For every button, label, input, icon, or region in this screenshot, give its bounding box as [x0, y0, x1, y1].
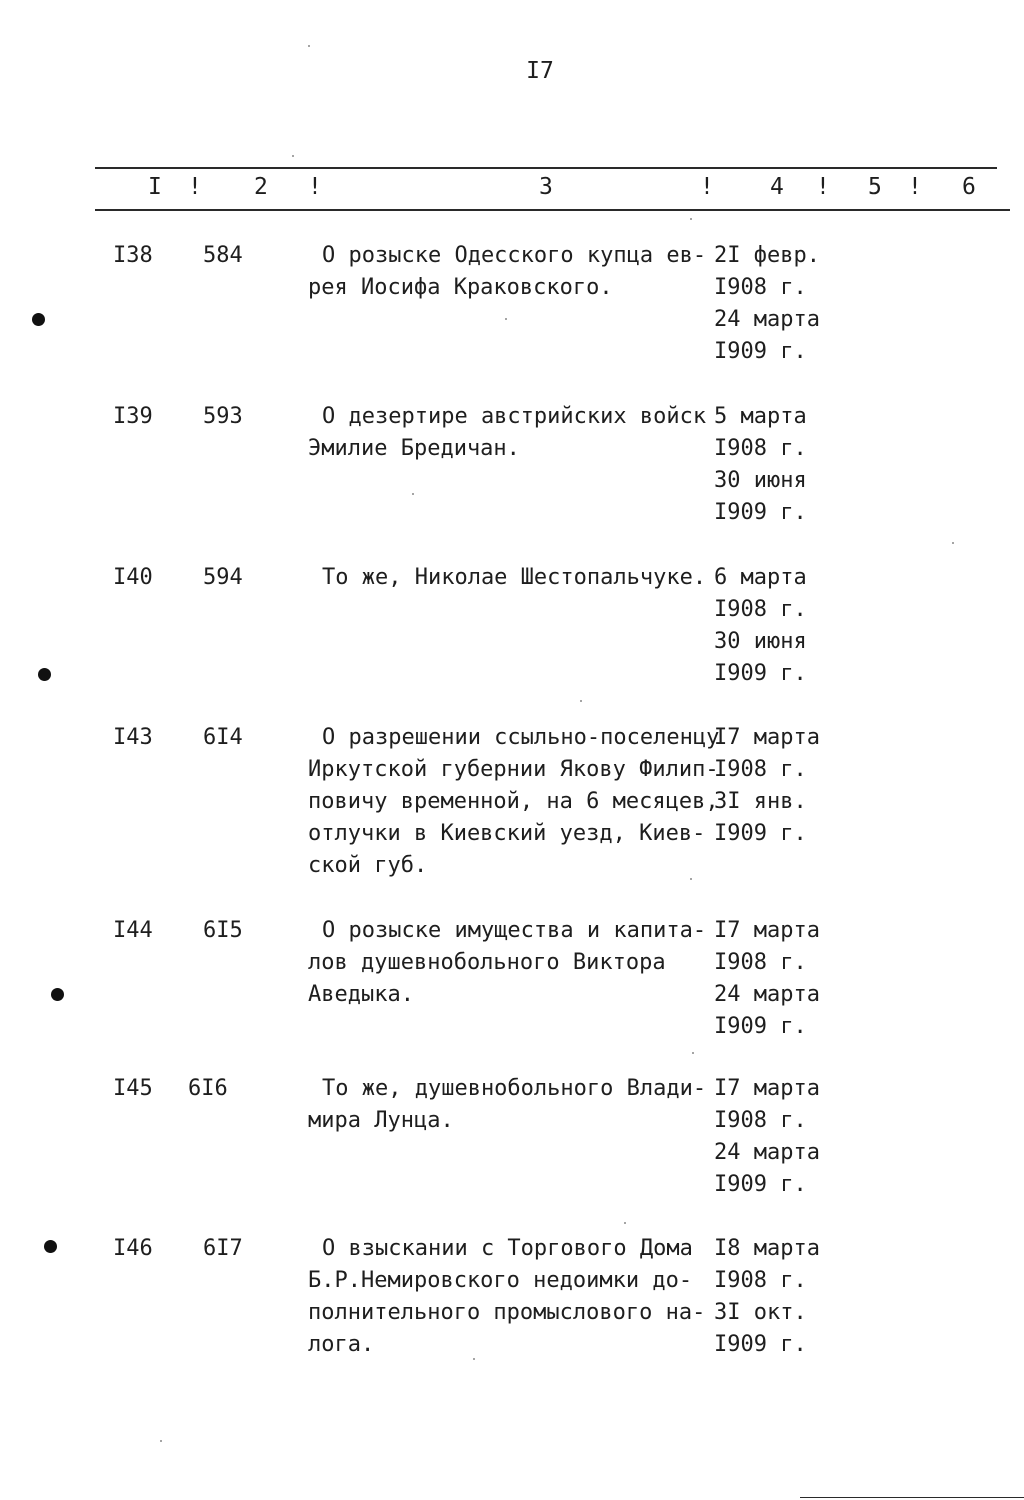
- file-title-line: ской губ.: [308, 853, 428, 878]
- date-line: 3I янв.: [714, 789, 807, 814]
- date-line: I8 марта: [714, 1236, 820, 1261]
- punch-hole: [51, 988, 64, 1001]
- date-line: I7 марта: [714, 1076, 820, 1101]
- paper-speck: [952, 542, 954, 544]
- date-range: [714, 1073, 820, 1201]
- file-title-line: То же, душевнобольного Влади-: [322, 1076, 707, 1101]
- date-line: I908 г.: [714, 950, 807, 975]
- row-number: I45: [113, 1076, 153, 1101]
- date-line: 24 марта: [714, 307, 820, 332]
- file-title-line: Аведыка.: [308, 982, 414, 1007]
- paper-speck: [505, 318, 507, 320]
- paper-speck: [624, 1222, 626, 1224]
- file-title-line: О дезертире австрийских войск: [322, 404, 707, 429]
- date-range: [714, 1233, 820, 1361]
- paper-speck: [412, 493, 414, 495]
- row-number: I40: [113, 565, 153, 590]
- row-number: I46: [113, 1236, 153, 1261]
- paper-speck: [308, 45, 310, 47]
- file-title-line: полнительного промыслового на-: [308, 1300, 706, 1325]
- file-title-line: лога.: [308, 1332, 375, 1357]
- date-line: 30 июня: [714, 468, 807, 493]
- date-line: I909 г.: [714, 1014, 807, 1039]
- date-range: [714, 240, 820, 368]
- file-number: 593: [203, 404, 243, 429]
- file-title: [308, 1073, 706, 1137]
- file-number: 594: [203, 565, 243, 590]
- header-separator: !: [308, 174, 322, 200]
- header-col-4: 4: [770, 174, 784, 200]
- file-title: [308, 240, 706, 304]
- page-number: I7: [526, 58, 554, 84]
- date-range: [714, 401, 807, 529]
- file-title-line: лов душевнобольного Виктора: [308, 950, 666, 975]
- file-title: [308, 401, 706, 465]
- paper-speck: [692, 1052, 694, 1054]
- file-number: 6I5: [203, 918, 243, 943]
- date-range: [714, 562, 807, 690]
- punch-hole: [38, 668, 51, 681]
- date-line: I7 марта: [714, 725, 820, 750]
- header-col-1: I: [148, 174, 162, 200]
- header-col-2: 2: [254, 174, 268, 200]
- file-title-line: То же, Николае Шестопальчуке.: [322, 565, 707, 590]
- date-line: I909 г.: [714, 1172, 807, 1197]
- header-separator: !: [188, 174, 202, 200]
- file-title-line: Эмилие Бредичан.: [308, 436, 520, 461]
- file-title: [308, 722, 719, 882]
- punch-hole: [44, 1240, 57, 1253]
- date-line: 5 марта: [714, 404, 807, 429]
- paper-speck: [690, 878, 692, 880]
- date-line: I909 г.: [714, 661, 807, 686]
- date-line: 3I окт.: [714, 1300, 807, 1325]
- date-range: [714, 722, 820, 850]
- table-top-rule: [95, 167, 997, 169]
- header-separator: !: [908, 174, 922, 200]
- date-line: I908 г.: [714, 1108, 807, 1133]
- file-title-line: О розыске имущества и капита-: [322, 918, 707, 943]
- paper-speck: [292, 155, 294, 157]
- date-line: I909 г.: [714, 500, 807, 525]
- file-number: 6I7: [203, 1236, 243, 1261]
- row-number: I44: [113, 918, 153, 943]
- date-line: I908 г.: [714, 597, 807, 622]
- date-line: I909 г.: [714, 339, 807, 364]
- table-header-bottom-rule: [95, 209, 1010, 211]
- file-title-line: мира Лунца.: [308, 1108, 454, 1133]
- file-title-line: повичу временной, на 6 месяцев,: [308, 789, 719, 814]
- date-line: I908 г.: [714, 757, 807, 782]
- date-line: I908 г.: [714, 1268, 807, 1293]
- header-separator: !: [700, 174, 714, 200]
- header-col-6: 6: [962, 174, 976, 200]
- paper-speck: [160, 1440, 162, 1442]
- date-line: I909 г.: [714, 1332, 807, 1357]
- file-title-line: Иркутской губернии Якову Филип-: [308, 757, 719, 782]
- file-title-line: отлучки в Киевский уезд, Киев-: [308, 821, 706, 846]
- file-title-line: Б.Р.Немировского недоимки до-: [308, 1268, 693, 1293]
- file-title: [308, 562, 706, 594]
- paper-speck: [580, 700, 582, 702]
- date-line: 2I февр.: [714, 243, 820, 268]
- file-number: 6I4: [203, 725, 243, 750]
- date-line: 6 марта: [714, 565, 807, 590]
- file-title-line: О разрешении ссыльно-поселенцу: [322, 725, 720, 750]
- date-line: I908 г.: [714, 275, 807, 300]
- punch-hole: [32, 313, 45, 326]
- date-line: 24 марта: [714, 1140, 820, 1165]
- paper-speck: [473, 1358, 475, 1360]
- row-number: I38: [113, 243, 153, 268]
- header-separator: !: [816, 174, 830, 200]
- date-line: 24 марта: [714, 982, 820, 1007]
- date-line: I909 г.: [714, 821, 807, 846]
- file-title-line: рея Иосифа Краковского.: [308, 275, 613, 300]
- file-title: [308, 1233, 705, 1361]
- row-number: I39: [113, 404, 153, 429]
- file-title-line: О розыске Одесского купца ев-: [322, 243, 707, 268]
- header-col-5: 5: [868, 174, 882, 200]
- file-number: 584: [203, 243, 243, 268]
- paper-speck: [690, 218, 692, 220]
- file-title-line: О взыскании с Торгового Дома: [322, 1236, 693, 1261]
- row-number: I43: [113, 725, 153, 750]
- file-title: [308, 915, 706, 1011]
- date-line: 30 июня: [714, 629, 807, 654]
- date-line: I7 марта: [714, 918, 820, 943]
- header-col-3: 3: [539, 174, 553, 200]
- date-line: I908 г.: [714, 436, 807, 461]
- date-range: [714, 915, 820, 1043]
- page-foot-rule: [800, 1497, 1024, 1498]
- file-number: 6I6: [188, 1076, 228, 1101]
